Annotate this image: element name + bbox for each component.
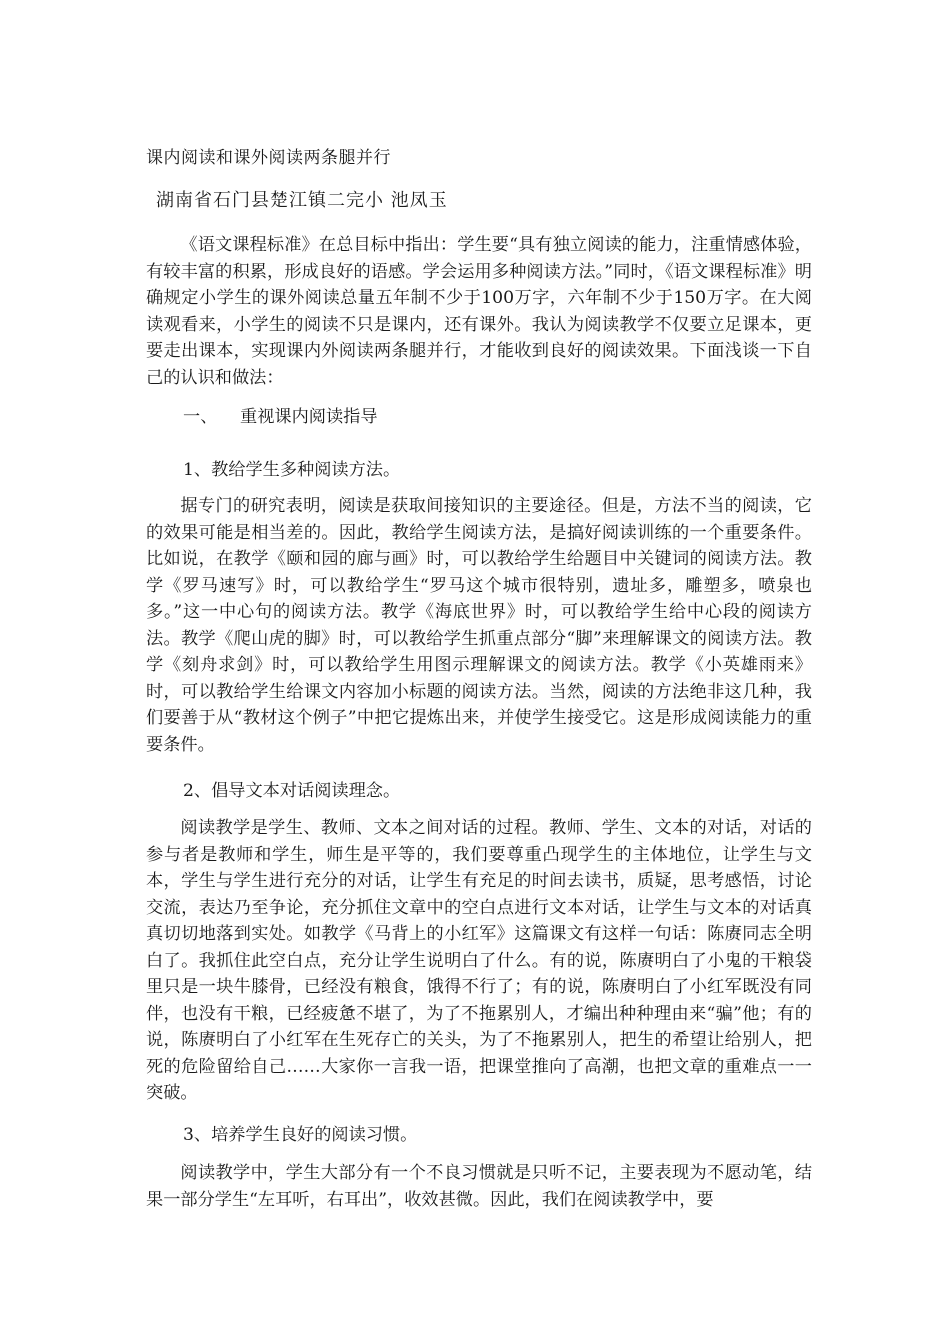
paragraph-reading-habits: 阅读教学中，学生大部分有一个不良习惯就是只听不记，主要表现为不愿动笔，结果一部分学生“左耳听，右耳出”，收效甚微。因此，我们在阅读教学中，要: [146, 1163, 812, 1210]
intro-paragraph: 《语文课程标准》在总目标中指出：学生要“具有独立阅读的能力，注重情感体验，有较丰富的积累，形成良好的语感。学会运用多种阅读方法。”同时，《语文课程标准》明确规定小学生的课外阅读总量五年制不少于100万字，六年制不少于150万字。在大阅读观看来，小学生的阅读不只是课内，还有课外。我认为阅读教学不仅要立足课本，更要走出课本，实现课内外阅读两条腿并行，才能收到良好的阅读效果。下面浅谈一下自己的认识和做法：: [146, 235, 812, 388]
subheading-3: 3、培养学生良好的阅读习惯。: [183, 1125, 418, 1145]
section-title: 重视课内阅读指导: [240, 407, 378, 427]
paragraph-reading-methods: 据专门的研究表明，阅读是获取间接知识的主要途径。但是，方法不当的阅读，它的效果可能是相当差的。因此，教给学生阅读方法，是搞好阅读训练的一个重要条件。比如说，在教学《颐和园的廊与画》时，可以教给学生给题目中关键词的阅读方法。教学《罗马速写》时，可以教给学生“罗马这个城市很特别，遗址多，雕塑多，喷泉也多。”这一中心句的阅读方法。教学《海底世界》时，可以教给学生给中心段的阅读方法。教学《爬山虎的脚》时，可以教给学生抓重点部分“脚”来理解课文的阅读方法。教学《刻舟求剑》时，可以教给学生用图示理解课文的阅读方法。教学《小英雄雨来》时，可以教给学生给课文内容加小标题的阅读方法。当然，阅读的方法绝非这几种，我们要善于从“教材这个例子”中把它提炼出来，并使学生接受它。这是形成阅读能力的重要条件。: [146, 496, 812, 755]
subheading-1: 1、教给学生多种阅读方法。: [183, 460, 401, 480]
author-line: 湖南省石门县楚江镇二完小 池凤玉: [156, 190, 448, 211]
section-number: 一、: [183, 407, 218, 427]
subheading-2: 2、倡导文本对话阅读理念。: [183, 781, 401, 801]
section-heading-one: [183, 402, 378, 427]
document-title: 课内阅读和课外阅读两条腿并行: [146, 148, 391, 168]
paragraph-text-dialogue: 阅读教学是学生、教师、文本之间对话的过程。教师、学生、文本的对话，对话的参与者是教师和学生，师生是平等的，我们要尊重凸现学生的主体地位，让学生与文本，学生与学生进行充分的对话，让学生有充足的时间去读书，质疑，思考感悟，讨论交流，表达乃至争论，充分抓住文章中的空白点进行文本对话，让学生与文本的对话真真切切地落到实处。如教学《马背上的小红军》这篇课文有这样一句话：陈赓同志全明白了。我抓住此空白点，充分让学生说明白了什么。有的说，陈赓明白了小鬼的干粮袋里只是一块牛膝骨，已经没有粮食，饿得不行了；有的说，陈赓明白了小红军既没有同伴，也没有干粮，已经疲惫不堪了，为了不拖累别人，才编出种种理由来“骗”他；有的说，陈赓明白了小红军在生死存亡的关头，为了不拖累别人，把生的希望让给别人，把死的危险留给自己……大家你一言我一语，把课堂推向了高潮，也把文章的重难点一一突破。: [146, 818, 812, 1103]
